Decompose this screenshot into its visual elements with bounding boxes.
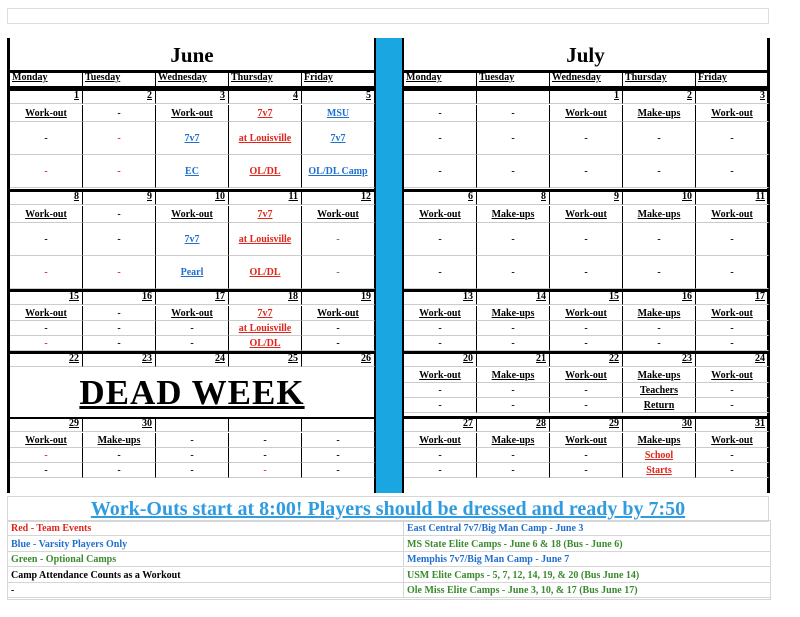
empty-slot: - — [302, 336, 375, 351]
empty-slot: - — [229, 448, 302, 463]
day-number: 14 — [477, 291, 550, 305]
legend-key: Red - Team Events — [8, 521, 403, 536]
day-number: 13 — [404, 291, 477, 305]
day-number: 27 — [404, 418, 477, 432]
schedule-entry: Make-ups — [477, 306, 550, 321]
day-number: 3 — [696, 90, 769, 104]
top-empty-row — [7, 8, 769, 24]
empty-slot: - — [156, 463, 229, 478]
empty-slot: - — [10, 223, 83, 256]
empty-slot: - — [623, 256, 696, 289]
empty-slot: - — [83, 336, 156, 351]
day-number: 25 — [229, 353, 302, 367]
empty-slot: - — [10, 256, 83, 289]
june-title: June — [10, 38, 374, 73]
weekday-thursday: Thursday — [229, 72, 302, 86]
empty-slot: - — [550, 383, 623, 398]
empty-slot: - — [696, 463, 769, 478]
schedule-entry: Work-out — [696, 368, 769, 383]
empty-slot: - — [404, 321, 477, 336]
weekday-wednesday: Wednesday — [550, 72, 623, 86]
empty-slot: - — [404, 383, 477, 398]
empty-slot: - — [550, 321, 623, 336]
day-number — [229, 418, 302, 432]
empty-slot: - — [696, 321, 769, 336]
day-number: 8 — [477, 191, 550, 205]
day-number: 11 — [696, 191, 769, 205]
empty-slot: - — [83, 122, 156, 155]
camp-entry: USM Elite Camps - 5, 7, 12, 14, 19, & 20 (Bus June 14) — [403, 568, 770, 583]
empty-slot: - — [696, 223, 769, 256]
camp-entry: MS State Elite Camps - June 6 & 18 (Bus - June 6) — [403, 537, 770, 552]
weekday-tuesday: Tuesday — [477, 72, 550, 86]
empty-slot: - — [10, 155, 83, 188]
july-title: July — [404, 38, 767, 73]
empty-slot: - — [404, 105, 477, 122]
schedule-entry: Work-out — [550, 206, 623, 223]
camp-entry: East Central 7v7/Big Man Camp - June 3 — [403, 521, 770, 536]
weekday-monday: Monday — [404, 72, 477, 86]
schedule-entry: OL/DL — [229, 336, 302, 351]
empty-slot: - — [477, 463, 550, 478]
empty-slot: - — [550, 122, 623, 155]
weekday-friday: Friday — [302, 72, 375, 86]
schedule-entry: Work-out — [696, 433, 769, 448]
day-number: 22 — [550, 353, 623, 367]
schedule-entry: Make-ups — [623, 433, 696, 448]
empty-slot: - — [477, 448, 550, 463]
day-number — [477, 90, 550, 104]
day-number: 29 — [10, 418, 83, 432]
schedule-entry: OL/DL — [229, 155, 302, 188]
day-number: 26 — [302, 353, 375, 367]
legend-table — [7, 520, 771, 600]
empty-slot: - — [477, 321, 550, 336]
day-number — [156, 418, 229, 432]
empty-slot: - — [477, 122, 550, 155]
empty-slot: - — [229, 433, 302, 448]
empty-slot: - — [10, 122, 83, 155]
day-number: 9 — [550, 191, 623, 205]
day-number: 2 — [623, 90, 696, 104]
empty-slot: - — [404, 448, 477, 463]
day-number: 31 — [696, 418, 769, 432]
day-number: 10 — [623, 191, 696, 205]
day-number: 19 — [302, 291, 375, 305]
schedule-entry: Work-out — [550, 368, 623, 383]
empty-slot: - — [477, 336, 550, 351]
schedule-entry: at Louisville — [229, 223, 302, 256]
schedule-entry: Work-out — [156, 306, 229, 321]
month-divider — [376, 38, 402, 493]
july-calendar — [404, 38, 767, 493]
empty-slot: - — [550, 336, 623, 351]
schedule-entry: Work-out — [404, 206, 477, 223]
day-number: 24 — [696, 353, 769, 367]
empty-slot: - — [83, 463, 156, 478]
schedule-entry: Work-out — [10, 433, 83, 448]
empty-slot: - — [302, 256, 375, 289]
empty-slot: - — [696, 398, 769, 413]
day-number: 17 — [696, 291, 769, 305]
legend-key: - — [8, 583, 403, 598]
day-number: 21 — [477, 353, 550, 367]
empty-slot: - — [696, 383, 769, 398]
day-number: 16 — [623, 291, 696, 305]
schedule-entry: 7v7 — [229, 306, 302, 321]
schedule-entry: Work-out — [696, 105, 769, 122]
camp-entry: Memphis 7v7/Big Man Camp - June 7 — [403, 552, 770, 567]
schedule-entry: Work-out — [550, 105, 623, 122]
empty-slot: - — [404, 398, 477, 413]
schedule-entry: EC — [156, 155, 229, 188]
empty-slot: - — [83, 155, 156, 188]
day-number: 20 — [404, 353, 477, 367]
empty-slot: - — [302, 433, 375, 448]
schedule-entry: Make-ups — [623, 105, 696, 122]
schedule-entry: Pearl — [156, 256, 229, 289]
empty-slot: - — [302, 448, 375, 463]
schedule-entry: Work-out — [696, 306, 769, 321]
empty-slot: - — [550, 155, 623, 188]
empty-slot: - — [10, 463, 83, 478]
empty-slot: - — [477, 383, 550, 398]
empty-slot: - — [550, 448, 623, 463]
empty-slot: - — [404, 155, 477, 188]
weekday-tuesday: Tuesday — [83, 72, 156, 86]
schedule-entry: Work-out — [156, 206, 229, 223]
empty-slot: - — [696, 336, 769, 351]
empty-slot: - — [623, 155, 696, 188]
day-number: 17 — [156, 291, 229, 305]
weekday-thursday: Thursday — [623, 72, 696, 86]
empty-slot: - — [83, 105, 156, 122]
schedule-entry: 7v7 — [156, 223, 229, 256]
camp-entry: Ole Miss Elite Camps - June 3, 10, & 17 (Bus June 17) — [403, 583, 770, 598]
empty-slot: - — [623, 321, 696, 336]
schedule-entry: Work-out — [10, 306, 83, 321]
empty-slot: - — [623, 223, 696, 256]
schedule-entry: Work-out — [302, 306, 375, 321]
day-number: 12 — [302, 191, 375, 205]
schedule-entry: Work-out — [302, 206, 375, 223]
empty-slot: - — [696, 256, 769, 289]
schedule-entry: at Louisville — [229, 321, 302, 336]
empty-slot: - — [156, 321, 229, 336]
schedule-entry: Work-out — [404, 368, 477, 383]
day-number: 24 — [156, 353, 229, 367]
empty-slot: - — [550, 223, 623, 256]
day-number: 30 — [623, 418, 696, 432]
empty-slot: - — [229, 463, 302, 478]
day-number: 8 — [10, 191, 83, 205]
july-weekday-header — [404, 72, 767, 88]
empty-slot: - — [477, 223, 550, 256]
dead-week-label: DEAD WEEK — [10, 369, 374, 417]
schedule-entry: OL/DL — [229, 256, 302, 289]
schedule-entry: Work-out — [404, 306, 477, 321]
day-number: 6 — [404, 191, 477, 205]
day-number: 22 — [10, 353, 83, 367]
weekday-wednesday: Wednesday — [156, 72, 229, 86]
schedule-entry: Make-ups — [477, 433, 550, 448]
schedule-entry: Work-out — [404, 433, 477, 448]
schedule-entry: Make-ups — [477, 368, 550, 383]
empty-slot: - — [477, 155, 550, 188]
day-number: 18 — [229, 291, 302, 305]
empty-slot: - — [404, 463, 477, 478]
empty-slot: - — [302, 321, 375, 336]
day-number: 2 — [83, 90, 156, 104]
schedule-entry: Make-ups — [623, 206, 696, 223]
june-calendar — [10, 38, 374, 493]
empty-slot: - — [623, 122, 696, 155]
legend-key: Camp Attendance Counts as a Workout — [8, 568, 403, 583]
day-number: 15 — [10, 291, 83, 305]
day-number — [302, 418, 375, 432]
day-number: 16 — [83, 291, 156, 305]
empty-slot: - — [404, 336, 477, 351]
schedule-entry: Teachers — [623, 383, 696, 398]
day-number: 11 — [229, 191, 302, 205]
empty-slot: - — [10, 336, 83, 351]
schedule-entry: at Louisville — [229, 122, 302, 155]
empty-slot: - — [550, 256, 623, 289]
empty-slot: - — [83, 223, 156, 256]
schedule-entry: Work-out — [550, 306, 623, 321]
schedule-entry: Starts — [623, 463, 696, 478]
empty-slot: - — [550, 398, 623, 413]
schedule-entry: Make-ups — [623, 368, 696, 383]
empty-slot: - — [83, 256, 156, 289]
empty-slot: - — [156, 433, 229, 448]
schedule-entry: Work-out — [550, 433, 623, 448]
empty-slot: - — [404, 223, 477, 256]
schedule-entry: Return — [623, 398, 696, 413]
day-number: 23 — [623, 353, 696, 367]
workout-start-banner: Work-Outs start at 8:00! Players should be dressed and ready by 7:50 — [7, 496, 769, 522]
empty-slot: - — [10, 448, 83, 463]
empty-slot: - — [404, 122, 477, 155]
weekday-monday: Monday — [10, 72, 83, 86]
empty-slot: - — [302, 463, 375, 478]
day-number: 9 — [83, 191, 156, 205]
empty-slot: - — [156, 336, 229, 351]
day-number: 1 — [550, 90, 623, 104]
empty-slot: - — [623, 336, 696, 351]
day-number: 10 — [156, 191, 229, 205]
schedule-entry: 7v7 — [229, 105, 302, 122]
empty-slot: - — [83, 321, 156, 336]
weekday-friday: Friday — [696, 72, 769, 86]
day-number: 23 — [83, 353, 156, 367]
empty-slot: - — [10, 321, 83, 336]
day-number: 28 — [477, 418, 550, 432]
schedule-entry: Work-out — [696, 206, 769, 223]
schedule-entry: OL/DL Camp — [302, 155, 375, 188]
empty-slot: - — [696, 448, 769, 463]
legend-key: Green - Optional Camps — [8, 552, 403, 567]
day-number: 1 — [10, 90, 83, 104]
empty-slot: - — [83, 306, 156, 321]
empty-slot: - — [83, 448, 156, 463]
empty-slot: - — [477, 105, 550, 122]
day-number: 5 — [302, 90, 375, 104]
empty-slot: - — [696, 155, 769, 188]
empty-slot: - — [156, 448, 229, 463]
empty-slot: - — [696, 122, 769, 155]
empty-slot: - — [83, 206, 156, 223]
schedule-entry: 7v7 — [229, 206, 302, 223]
calendar-grid — [7, 38, 770, 493]
june-weekday-header — [10, 72, 374, 88]
schedule-entry: Work-out — [10, 105, 83, 122]
empty-slot: - — [477, 398, 550, 413]
schedule-entry: 7v7 — [302, 122, 375, 155]
schedule-entry: School — [623, 448, 696, 463]
day-number: 4 — [229, 90, 302, 104]
schedule-entry: Work-out — [156, 105, 229, 122]
empty-slot: - — [302, 223, 375, 256]
empty-slot: - — [477, 256, 550, 289]
schedule-entry: 7v7 — [156, 122, 229, 155]
empty-slot: - — [550, 463, 623, 478]
day-number: 3 — [156, 90, 229, 104]
schedule-entry: MSU — [302, 105, 375, 122]
schedule-entry: Work-out — [10, 206, 83, 223]
empty-slot: - — [404, 256, 477, 289]
schedule-entry: Make-ups — [623, 306, 696, 321]
day-number: 15 — [550, 291, 623, 305]
schedule-entry: Make-ups — [83, 433, 156, 448]
schedule-entry: Make-ups — [477, 206, 550, 223]
legend-key: Blue - Varsity Players Only — [8, 537, 403, 552]
day-number — [404, 90, 477, 104]
day-number: 29 — [550, 418, 623, 432]
day-number: 30 — [83, 418, 156, 432]
